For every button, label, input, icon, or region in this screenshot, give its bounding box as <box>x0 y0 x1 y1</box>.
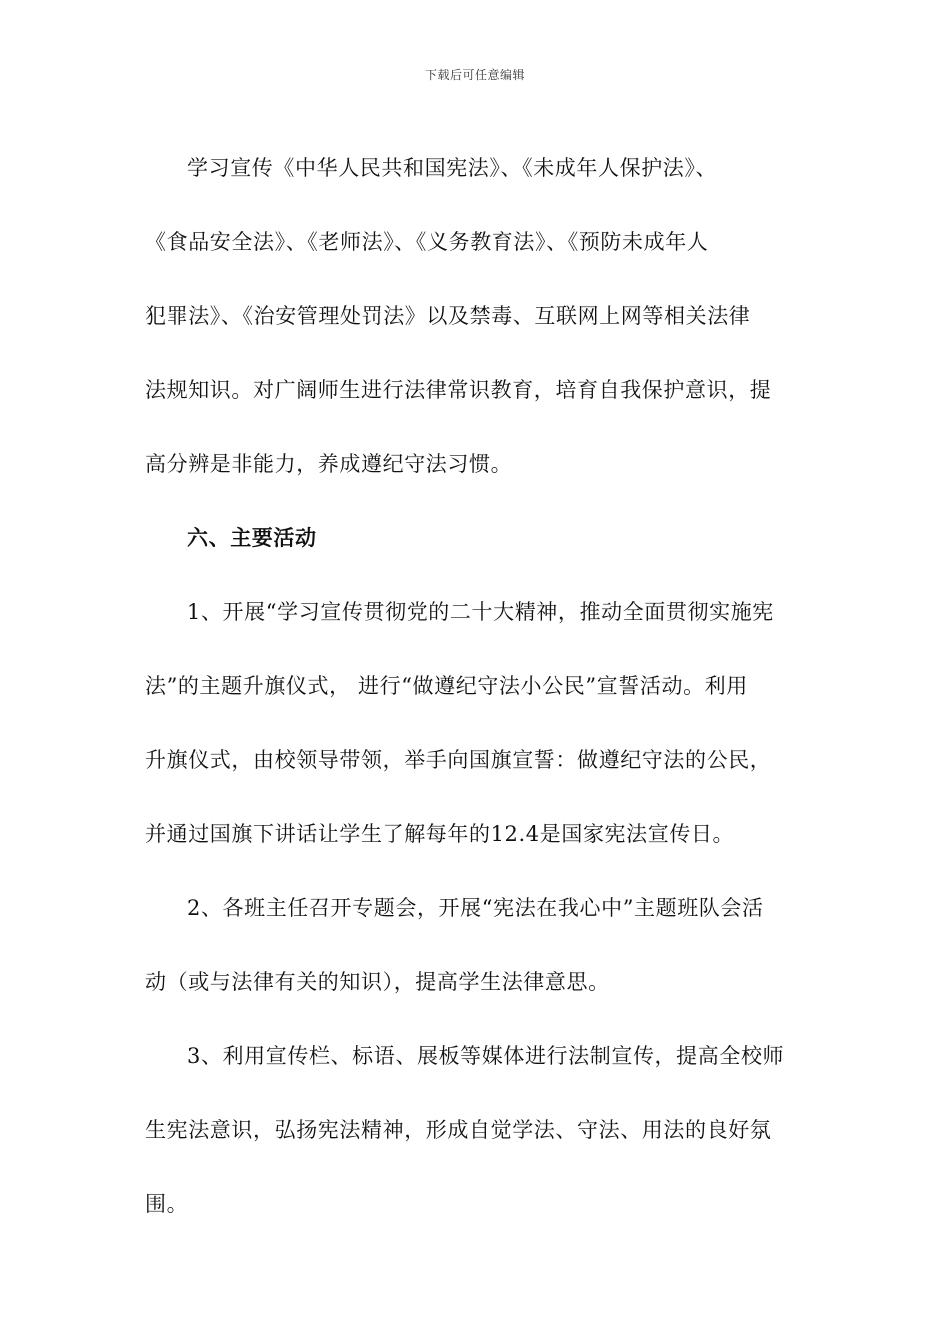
activity-item-3 <box>145 1019 807 1241</box>
text-line: 犯罪法》、《治安管理处罚法》以及禁毒、互联网上网等相关法律 <box>145 304 751 328</box>
text-line: 生宪法意识，弘扬宪法精神，形成自觉学法、守法、用法的良好氛 <box>145 1118 772 1142</box>
text-line: 3、利用宣传栏、标语、展板等媒体进行法制宣传，提高全校师 <box>187 1044 785 1068</box>
text-line: 并通过国旗下讲话让学生了解每年的12.4是国家宪法宣传日。 <box>145 822 735 846</box>
text-line: 动（或与法律有关的知识），提高学生法律意思。 <box>145 970 610 994</box>
text-line: 2、各班主任召开专题会，开展“宪法在我心中”主题班队会活 <box>187 896 764 920</box>
text-line: 升旗仪式，由校领导带领，举手向国旗宣誓：做遵纪守法的公民， <box>145 748 772 772</box>
text-line: 法”的主题升旗仪式， 进行“做遵纪守法小公民”宣誓活动。利用 <box>145 674 748 698</box>
text-line: 《食品安全法》、《老师法》、《义务教育法》、《预防未成年人 <box>145 230 709 254</box>
activity-item-2 <box>145 871 807 1019</box>
text-line: 围。 <box>145 1192 189 1216</box>
text-line: 1、开展“学习宣传贯彻党的二十大精神，推动全面贯彻实施宪 <box>187 600 774 624</box>
intro-paragraph <box>145 131 807 501</box>
text-line: 高分辨是非能力，养成遵纪守法习惯。 <box>145 452 513 476</box>
activity-item-1 <box>145 575 807 871</box>
text-line: 法规知识。对广阔师生进行法律常识教育，培育自我保护意识，提 <box>145 378 772 402</box>
section-heading: 六、主要活动 <box>187 526 317 550</box>
document-body <box>145 131 807 1241</box>
text-line: 学习宣传《中华人民共和国宪法》、《未成年人保护法》、 <box>187 156 718 180</box>
header-note: 下载后可任意编辑 <box>424 68 525 82</box>
